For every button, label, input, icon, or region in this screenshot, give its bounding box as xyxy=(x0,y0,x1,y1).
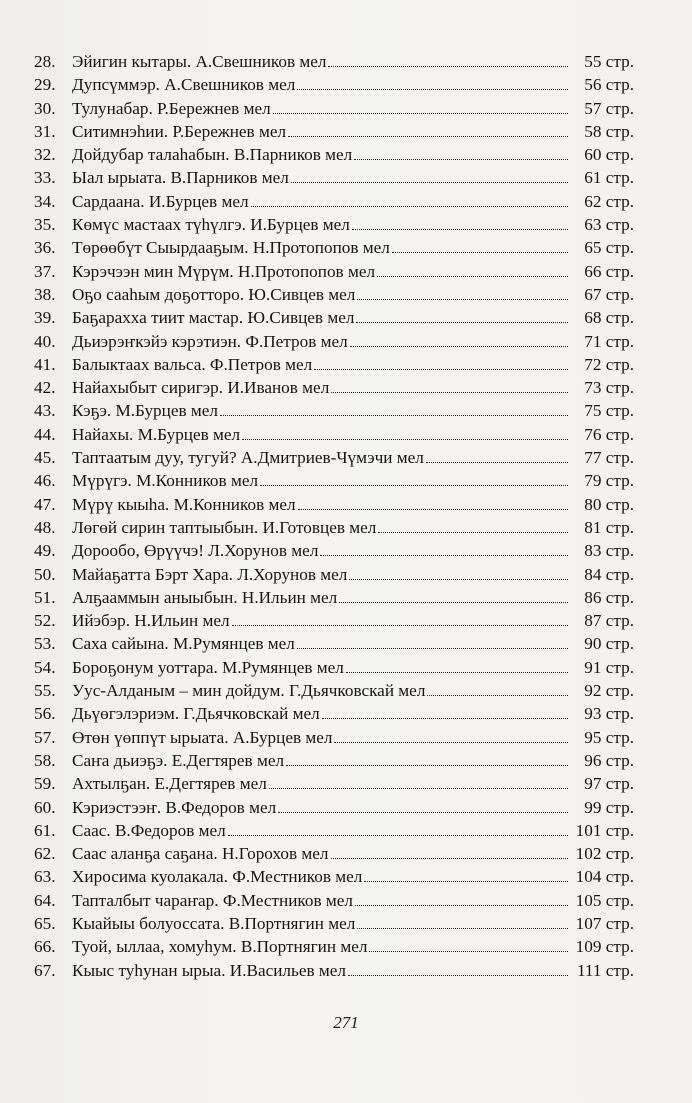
entry-page: 93 стр. xyxy=(584,704,634,724)
toc-entry xyxy=(34,679,634,702)
page-number: 271 xyxy=(333,1013,359,1032)
dot-leader xyxy=(220,415,568,416)
toc-entry xyxy=(34,609,634,632)
entry-title: Ыал ырыата. В.Парников мел xyxy=(72,168,289,188)
toc-entry xyxy=(34,260,634,283)
entry-number: 44. xyxy=(34,424,56,444)
entry-number: 67. xyxy=(34,960,56,980)
dot-leader xyxy=(364,881,568,882)
dot-leader xyxy=(228,835,568,836)
entry-number: 43. xyxy=(34,401,56,421)
toc-entry xyxy=(34,796,634,819)
entry-page: 61 стр. xyxy=(584,168,634,188)
entry-title: Найахы. М.Бурцев мел xyxy=(72,424,241,444)
entry-page: 92 стр. xyxy=(584,681,634,701)
entry-page: 58 стр. xyxy=(584,121,634,141)
entry-title: Эйигин кытары. А.Свешников мел xyxy=(72,52,327,71)
toc-entry xyxy=(34,469,634,492)
dot-leader xyxy=(273,113,568,114)
entry-page: 104 стр. xyxy=(575,867,634,887)
entry-number: 58. xyxy=(34,750,56,770)
entry-page: 67 стр. xyxy=(584,284,634,304)
toc-entry xyxy=(34,632,634,655)
entry-title: Балыктаах вальса. Ф.Петров мел xyxy=(72,354,313,374)
dot-leader xyxy=(355,905,568,906)
entry-number: 59. xyxy=(34,774,56,794)
dot-leader xyxy=(286,765,568,766)
toc-entry xyxy=(34,166,634,189)
entry-title: Бороҕонум уоттара. М.Румянцев мел xyxy=(72,657,344,677)
entry-number: 45. xyxy=(34,448,56,468)
dot-leader xyxy=(377,276,568,277)
dot-leader xyxy=(378,532,568,533)
dot-leader xyxy=(297,648,568,649)
entry-title: Төрөөбүт Сыырдааҕым. Н.Протопопов мел xyxy=(72,238,390,258)
dot-leader xyxy=(427,695,568,696)
entry-number: 66. xyxy=(34,937,56,957)
entry-number: 56. xyxy=(34,704,56,724)
entry-number: 53. xyxy=(34,634,56,654)
entry-page: 72 стр. xyxy=(584,354,634,374)
dot-leader xyxy=(352,229,568,230)
entry-page: 95 стр. xyxy=(584,727,634,747)
toc-entry xyxy=(34,399,634,422)
entry-title: Тулунабар. Р.Бережнев мел xyxy=(72,98,271,118)
entry-number: 36. xyxy=(34,238,56,258)
entry-number: 51. xyxy=(34,587,56,607)
entry-number: 46. xyxy=(34,471,56,491)
dot-leader xyxy=(320,555,568,556)
entry-page: 91 стр. xyxy=(584,657,634,677)
entry-page: 96 стр. xyxy=(584,750,634,770)
dot-leader xyxy=(314,369,568,370)
entry-title: Хиросима куолакала. Ф.Местников мел xyxy=(72,867,363,887)
entry-number: 39. xyxy=(34,308,56,328)
entry-title: Лөгөй сирин таптыыбын. И.Готовцев мел xyxy=(72,517,377,537)
entry-page: 66 стр. xyxy=(584,261,634,281)
toc-entry xyxy=(34,563,634,586)
entry-page: 105 стр. xyxy=(575,890,634,910)
toc-entry xyxy=(34,516,634,539)
entry-page: 77 стр. xyxy=(584,448,634,468)
entry-number: 41. xyxy=(34,354,56,374)
toc-entry xyxy=(34,772,634,795)
toc-entry xyxy=(34,865,634,888)
entry-number: 28. xyxy=(34,52,56,71)
entry-page: 73 стр. xyxy=(584,378,634,398)
toc-entry xyxy=(34,749,634,772)
toc-entry xyxy=(34,539,634,562)
dot-leader xyxy=(357,299,568,300)
entry-number: 64. xyxy=(34,890,56,910)
entry-title: Дойдубар талаһабын. В.Парников мел xyxy=(72,145,353,165)
entry-title: Тапталбыт чараҥар. Ф.Местников мел xyxy=(72,890,353,910)
entry-page: 107 стр. xyxy=(575,913,634,933)
entry-number: 40. xyxy=(34,331,56,351)
entry-number: 42. xyxy=(34,378,56,398)
toc-entry xyxy=(34,236,634,259)
toc-entry xyxy=(34,376,634,399)
toc-entry xyxy=(34,330,634,353)
entry-title: Оҕо сааһым доҕотторо. Ю.Сивцев мел xyxy=(72,284,356,304)
entry-page: 80 стр. xyxy=(584,494,634,514)
toc-entry xyxy=(34,889,634,912)
table-of-contents xyxy=(34,50,634,982)
entry-title: Ахтылҕан. Е.Дегтярев мел xyxy=(72,774,267,794)
entry-title: Саҥа дьиэҕэ. Е.Дегтярев мел xyxy=(72,750,285,770)
dot-leader xyxy=(426,462,568,463)
entry-title: Саас аланҕа саҕана. Н.Горохов мел xyxy=(72,844,329,864)
dot-leader xyxy=(328,66,568,67)
toc-entry xyxy=(34,493,634,516)
entry-title: Алҕааммын аныыбын. Н.Ильин мел xyxy=(72,587,338,607)
dot-leader xyxy=(269,788,568,789)
toc-entry xyxy=(34,213,634,236)
entry-title: Дупсүммэр. А.Свешников мел xyxy=(72,75,296,95)
entry-number: 31. xyxy=(34,121,56,141)
entry-title: Кэрэчээн мин Мүрүм. Н.Протопопов мел xyxy=(72,261,376,281)
dot-leader xyxy=(348,975,568,976)
entry-number: 47. xyxy=(34,494,56,514)
toc-entry xyxy=(34,120,634,143)
entry-number: 52. xyxy=(34,611,56,631)
entry-number: 55. xyxy=(34,681,56,701)
entry-title: Сардаана. И.Бурцев мел xyxy=(72,191,249,211)
entry-title: Майаҕатта Бэрт Хара. Л.Хорунов мел xyxy=(72,564,348,584)
entry-page: 111 стр. xyxy=(576,960,634,980)
entry-number: 30. xyxy=(34,98,56,118)
entry-title: Кэриэстээҥ. В.Федоров мел xyxy=(72,797,277,817)
dot-leader xyxy=(322,718,568,719)
toc-entry xyxy=(34,353,634,376)
dot-leader xyxy=(297,89,568,90)
entry-number: 32. xyxy=(34,145,56,165)
entry-number: 37. xyxy=(34,261,56,281)
entry-title: Мүрү кыыһа. М.Конников мел xyxy=(72,494,296,514)
entry-page: 62 стр. xyxy=(584,191,634,211)
entry-number: 29. xyxy=(34,75,56,95)
dot-leader xyxy=(291,182,568,183)
dot-leader xyxy=(357,928,568,929)
entry-number: 38. xyxy=(34,284,56,304)
entry-number: 57. xyxy=(34,727,56,747)
dot-leader xyxy=(339,602,568,603)
entry-page: 84 стр. xyxy=(584,564,634,584)
dot-leader xyxy=(331,858,569,859)
entry-page: 63 стр. xyxy=(584,215,634,235)
entry-page: 75 стр. xyxy=(584,401,634,421)
toc-entry xyxy=(34,819,634,842)
entry-title: Найахыбыт сиригэр. И.Иванов мел xyxy=(72,378,330,398)
dot-leader xyxy=(354,159,568,160)
entry-title: Ситимнэһии. Р.Бережнев мел xyxy=(72,121,287,141)
entry-title: Дьиэрэҥкэйэ кэрэтиэн. Ф.Петров мел xyxy=(72,331,348,351)
toc-entry xyxy=(34,73,634,96)
entry-number: 63. xyxy=(34,867,56,887)
entry-page: 87 стр. xyxy=(584,611,634,631)
toc-entry xyxy=(34,50,634,73)
toc-entry xyxy=(34,423,634,446)
entry-page: 57 стр. xyxy=(584,98,634,118)
entry-title: Туой, ыллаа, хомуһум. В.Портнягин мел xyxy=(72,937,368,957)
dot-leader xyxy=(356,322,568,323)
toc-entry xyxy=(34,283,634,306)
entry-page: 109 стр. xyxy=(575,937,634,957)
dot-leader xyxy=(298,509,568,510)
entry-number: 35. xyxy=(34,215,56,235)
toc-entry xyxy=(34,959,634,982)
dot-leader xyxy=(392,252,568,253)
dot-leader xyxy=(346,672,568,673)
toc-entry xyxy=(34,935,634,958)
entry-page: 55 стр. xyxy=(584,52,634,71)
entry-page: 86 стр. xyxy=(584,587,634,607)
toc-entry xyxy=(34,306,634,329)
toc-entry xyxy=(34,446,634,469)
entry-number: 48. xyxy=(34,517,56,537)
toc-entry xyxy=(34,912,634,935)
entry-number: 60. xyxy=(34,797,56,817)
entry-title: Кыыс туһунан ырыа. И.Васильев мел xyxy=(72,960,346,980)
entry-title: Кыайыы болуоссата. В.Портнягин мел xyxy=(72,913,356,933)
entry-title: Өтөн үөппүт ырыата. А.Бурцев мел xyxy=(72,727,333,747)
dot-leader xyxy=(232,625,568,626)
dot-leader xyxy=(260,485,568,486)
entry-title: Дьүөгэлэриэм. Г.Дьячковскай мел xyxy=(72,704,320,724)
entry-title: Саас. В.Федоров мел xyxy=(72,820,226,840)
toc-entry xyxy=(34,190,634,213)
entry-number: 34. xyxy=(34,191,56,211)
entry-title: Көмүс мастаах түһүлгэ. И.Бурцев мел xyxy=(72,215,350,235)
dot-leader xyxy=(349,579,568,580)
entry-title: Кэҕэ. М.Бурцев мел xyxy=(72,401,218,421)
entry-title: Ийэбэр. Н.Ильин мел xyxy=(72,611,230,631)
entry-page: 102 стр. xyxy=(575,844,634,864)
toc-entry xyxy=(34,842,634,865)
entry-page: 65 стр. xyxy=(584,238,634,258)
entry-page: 90 стр. xyxy=(584,634,634,654)
dot-leader xyxy=(251,206,568,207)
entry-title: Баҕарахха тиит мастар. Ю.Сивцев мел xyxy=(72,308,355,328)
entry-number: 33. xyxy=(34,168,56,188)
entry-page: 81 стр. xyxy=(584,517,634,537)
entry-title: Дорообо, Өрүүчэ! Л.Хорунов мел xyxy=(72,541,319,561)
entry-page: 56 стр. xyxy=(584,75,634,95)
entry-number: 61. xyxy=(34,820,56,840)
dot-leader xyxy=(369,951,568,952)
toc-entry xyxy=(34,656,634,679)
toc-entry xyxy=(34,586,634,609)
toc-entry xyxy=(34,702,634,725)
entry-number: 65. xyxy=(34,913,56,933)
entry-page: 99 стр. xyxy=(584,797,634,817)
entry-page: 79 стр. xyxy=(584,471,634,491)
dot-leader xyxy=(350,346,568,347)
dot-leader xyxy=(334,742,568,743)
entry-number: 54. xyxy=(34,657,56,677)
entry-page: 97 стр. xyxy=(584,774,634,794)
entry-number: 49. xyxy=(34,541,56,561)
entry-page: 83 стр. xyxy=(584,541,634,561)
entry-title: Мүрүгэ. М.Конников мел xyxy=(72,471,259,491)
entry-title: Уус-Алданым – мин дойдум. Г.Дьячковскай мел xyxy=(72,681,426,701)
dot-leader xyxy=(288,136,568,137)
entry-title: Саха сайына. М.Румянцев мел xyxy=(72,634,295,654)
entry-page: 71 стр. xyxy=(584,331,634,351)
dot-leader xyxy=(331,392,568,393)
entry-number: 62. xyxy=(34,844,56,864)
dot-leader xyxy=(242,439,568,440)
entry-page: 60 стр. xyxy=(584,145,634,165)
entry-page: 76 стр. xyxy=(584,424,634,444)
toc-entry xyxy=(34,97,634,120)
toc-entry xyxy=(34,143,634,166)
entry-number: 50. xyxy=(34,564,56,584)
entry-title: Таптаатым дуу, тугуй? А.Дмитриев-Чүмэчи мел xyxy=(72,448,424,468)
dot-leader xyxy=(278,812,568,813)
toc-entry xyxy=(34,726,634,749)
entry-page: 101 стр. xyxy=(575,820,634,840)
entry-page: 68 стр. xyxy=(584,308,634,328)
